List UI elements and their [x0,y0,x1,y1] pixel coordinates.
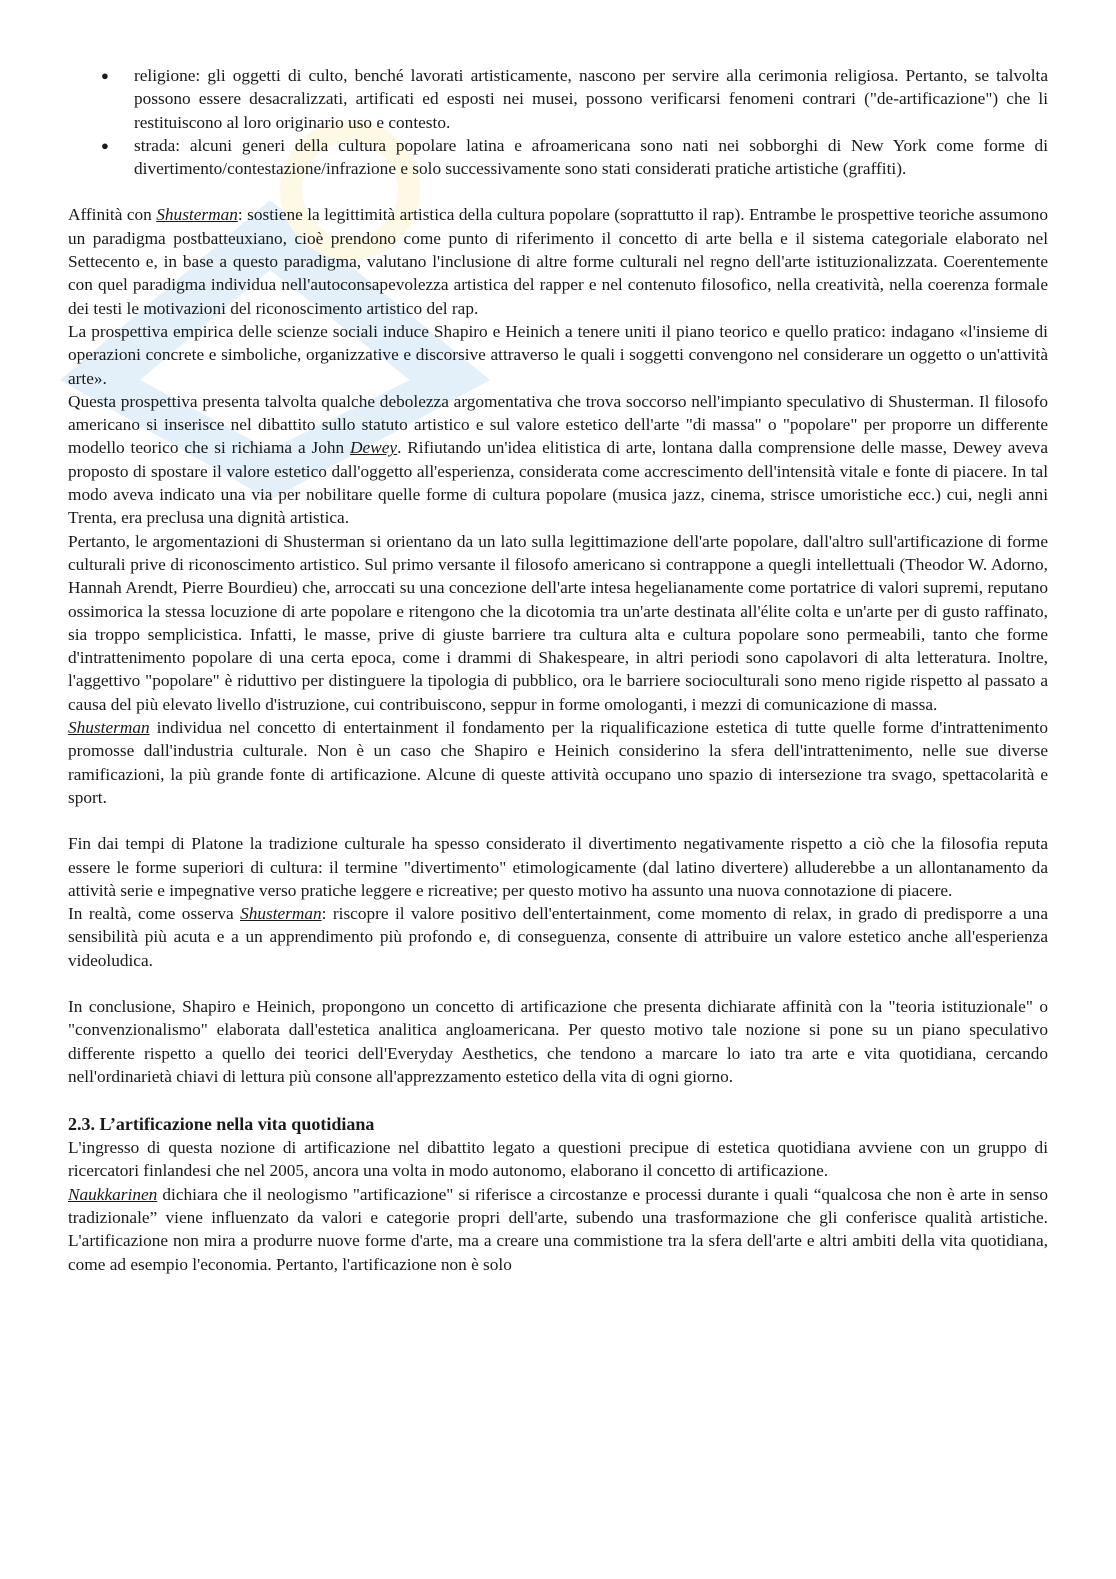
text-run: dichiara che il neologismo "artificazione" si riferisce a circostanze e processi durante i quali “qualcosa che non è arte in senso tradizionale” viene influenzato da valori e categorie propri dell'arte, subendo una trasformazione che gli conferisce qualità artistiche. L'artificazione non mira a produrre nuove forme d'arte, ma a creare una commistione tra la sfera dell'arte e altri ambiti della vita quotidiana, come ad esempio l'economia. Pertanto, l'artificazione non è solo [68,1184,1048,1274]
paragraph-in-realta [68,902,1048,972]
text-run: : riscopre il valore positivo dell'entertainment, come momento di relax, in grado di predisporre a una sensibilità più acuta e a un apprendimento più profondo e, di conseguenza, consente di attribuire un valore estetico anche all'esperienza videoludica. [68,904,1048,970]
author-name-link[interactable]: Shusterman [156,205,238,225]
paragraph-naukkarinen [68,1183,1048,1276]
paragraph-conclusione: In conclusione, Shapiro e Heinich, propongono un concetto di artificazione che presenta dichiarate affinità con la "teoria istituzionale" o "convenzionalismo" elaborata dall'estetica analitica angloamericana. Per questo motivo tale nozione si pone su un piano speculativo differente rispetto a quello dei teorici dell'Everyday Aesthetics, che tendono a marcare lo iato tra arte e vita quotidiana, cercando nell'ordinarietà chiavi di lettura più consone all'apprezzamento estetico della vita di ogni giorno. [68,996,1048,1086]
bullet-item-religione [101,64,1048,134]
paragraph-platone: Fin dai tempi di Platone la tradizione culturale ha spesso considerato il divertimento negativamente rispetto a ciò che la filosofia reputa essere le forme superiori di cultura: il termine "divertimento" etimologicamente (dal latino divertere) alluderebbe a un allontanamento da attività serie e impegnative verso pratiche leggere e ricreative; per questo motivo ha assunto una nuova connotazione di piacere. [68,834,1048,900]
paragraph-entertainment [68,716,1048,809]
text-run: . Rifiutando un'idea elitistica di arte, lontana dalla comprensione delle masse, Dewey aveva proposto di spostare il valore estetico dall'oggetto all'esperienza, considerata come accrescimento dell'intensità vitale e fonte di piacere. In tal modo aveva indicato una via per nobilitare quelle forme di cultura popolare (musica jazz, cinema, strisce umoristiche ecc.) cui, negli anni Trenta, era preclusa una dignità artistica. [68,438,1048,528]
author-name-link[interactable]: Dewey [350,438,398,458]
section-heading: 2.3. L’artificazione nella vita quotidiana [68,1114,375,1135]
bullet-dot-icon: ● [101,137,109,153]
paragraph-prospettiva: La prospettiva empirica delle scienze sociali induce Shapiro e Heinich a tenere uniti il piano teorico e quello pratico: indagano «l'insieme di operazioni concrete e simboliche, organizzative e discorsive attraverso le quali i soggetti convengono nel considerare un oggetto o un'attività arte». [68,321,1048,388]
text-run: Questa prospettiva presenta talvolta qualche debolezza argomentativa che trova soccorso nell'impianto speculativo di Shusterman. Il filosofo americano si inserisce nel dibattito sullo statuto artistico e sul valore estetico dell'arte "di massa" o "popolare" per proporre un differente modello teorico che si richiama a John [68,391,1048,458]
document-page [68,64,1048,1276]
bullet-item-strada [101,134,1048,181]
paragraph-argomentazioni: Pertanto, le argomentazioni di Shusterman si orientano da un lato sulla legittimazione dell'arte popolare, dall'altro sull'artificazione di forme culturali prive di riconoscimento artistico. Sul primo versante il filosofo americano si contrappone a quegli intellettuali (Theodor W. Adorno, Hannah Arendt, Pierre Bourdieu) che, arroccati su una concezione dell'arte intesa hegelianamente come portatrice di valori supremi, reputano ossimorica la stessa locuzione di arte popolare e ritengono che la dicotomia tra un'arte destinata all'élite colta e un'arte per di gusto raffinato, sia troppo semplicistica. Infatti, le masse, prive di giuste barriere tra cultura alta e cultura popolare sono permeabili, tanto che forme d'intrattenimento popolare di una certa epoca, come i drammi di Shakespeare, in altri periodi sono capolavori di alta letteratura. Inoltre, l'aggettivo "popolare" è riduttivo per distinguere la tipologia di pubblico, ora le barriere socioculturali sono meno rigide rispetto al passato a causa del più elevato livello d'istruzione, cui contribuiscono, seppur in forme omologanti, i mezzi di comunicazione di massa. [68,531,1048,714]
text-run: individua nel concetto di entertainment il fondamento per la riqualificazione estetica di tutte quelle forme d'intrattenimento promosse dall'industria culturale. Non è un caso che Shapiro e Heinich considerino la sfera dell'intrattenimento, nelle sue diverse ramificazioni, la più grande fonte di artificazione. Alcune di queste attività occupano uno spazio di intersezione tra svago, spettacolarità e sport. [68,718,1048,807]
author-name-link[interactable]: Naukkarinen [68,1184,158,1204]
bullet-dot-icon: ● [101,68,109,83]
bullet-text: religione: gli oggetti di culto, benché lavorati artisticamente, nascono per servire alla cerimonia religiosa. Pertanto, se talvolta possono essere desacralizzati, artificati ed esposti nei musei, possono verificarsi fenomeni contrari ("de-artificazione") che li restituiscono al loro originario uso e contesto. [134,66,1048,132]
bullet-list [68,64,1048,180]
paragraph-affinita [68,203,1048,319]
author-name-link[interactable]: Shusterman [240,904,322,924]
paragraph-ingresso: L'ingresso di questa nozione di artificazione nel dibattito legato a questioni precipue di estetica quotidiana avviene con un gruppo di ricercatori finlandesi che nel 2005, ancora una volta in modo autonomo, elaborano il concetto di artificazione. [68,1138,1048,1181]
text-run: In realtà, come osserva [68,904,241,924]
text-run: : sostiene la legittimità artistica della cultura popolare (soprattutto il rap). Entrambe le prospettive teoriche assumono un paradigma postbatteuxiano, cioè prendono come punto di riferimento il concetto di arte bella e il sistema categoriale elaborato nel Settecento e, in base a questo paradigma, valutano l'inclusione di altre forme culturali nel regno dell'arte istituzionalizzata. Coerentemente con quel paradigma individua nell'autoconsapevolezza artistica del rapper e nel contenuto filosofico, nella creatività, nella coerenza formale dei testi le motivazioni del riconoscimento artistico del rap. [68,205,1049,318]
text-run: Affinità con [68,205,157,225]
paragraph-debolezza [68,390,1048,530]
author-name-link[interactable]: Shusterman [68,718,150,738]
bullet-text: strada: alcuni generi della cultura popolare latina e afroamericana sono nati nei sobborghi di New York come forme di divertimento/contestazione/infrazione e solo successivamente sono stati considerati pratiche artistiche (graffiti). [134,135,1048,179]
